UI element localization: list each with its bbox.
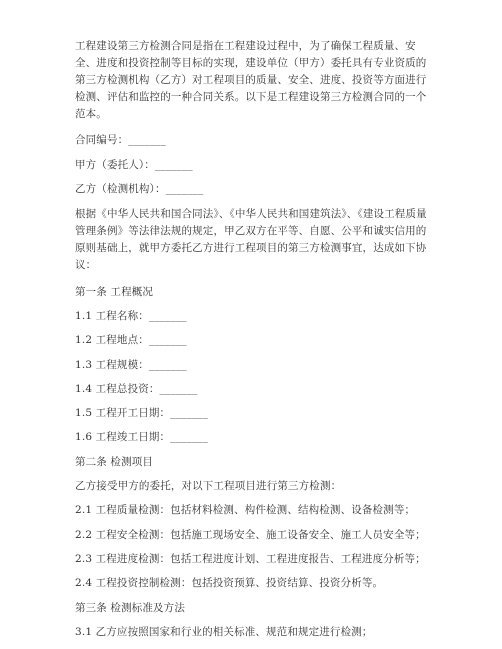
basis-paragraph: 根据《中华人民共和国合同法》、《中华人民共和国建筑法》、《建设工程质量管理条例》等法律法规的规定，甲乙双方在平等、自愿、公平和诚实信用的原则基础上，就甲方委托乙方进行工程项目的第三方检测事宜，达成如下协议： bbox=[75, 208, 427, 272]
article-1-item-3: 1.3 工程规模：_______ bbox=[75, 358, 187, 371]
article-2-title: 第二条 检测项目 bbox=[75, 455, 154, 468]
article-1-item-1: 1.1 工程名称：_______ bbox=[75, 309, 187, 322]
article-2-item-4: 2.4 工程投资控制检测：包括投资预算、投资结算、投资分析等。 bbox=[75, 577, 384, 590]
intro-paragraph: 工程建设第三方检测合同是指在工程建设过程中，为了确保工程质量、安全、进度和投资控制等目标的实现，建设单位（甲方）委托具有专业资质的第三方检测机构（乙方）对工程项目的质量、安全、进度、投资等方面进行检测、评估和监控的一种合同关系。以下是工程建设第三方检测合同的一个范本。 bbox=[75, 40, 427, 120]
article-1-item-6: 1.6 工程竣工日期：_______ bbox=[75, 431, 208, 444]
contract-number-line: 合同编号：_______ bbox=[75, 134, 167, 147]
article-3-item-1: 3.1 乙方应按照国家和行业的相关标准、规范和规定进行检测； bbox=[75, 626, 373, 638]
article-1-item-5: 1.5 工程开工日期：_______ bbox=[75, 407, 208, 420]
article-1-item-2: 1.2 工程地点：_______ bbox=[75, 334, 187, 347]
article-1-item-4: 1.4 工程总投资：_______ bbox=[75, 382, 198, 395]
article-2-item-1: 2.1 工程质量检测：包括材料检测、构件检测、结构检测、设备检测等； bbox=[75, 504, 416, 517]
article-2-intro: 乙方接受甲方的委托，对以下工程项目进行第三方检测： bbox=[75, 480, 342, 493]
article-2-item-3: 2.3 工程进度检测：包括工程进度计划、工程进度报告、工程进度分析等； bbox=[75, 553, 426, 566]
article-3-title: 第三条 检测标准及方法 bbox=[75, 601, 185, 614]
party-b-line: 乙方（检测机构）：_______ bbox=[75, 182, 204, 195]
article-1-title: 第一条 工程概况 bbox=[75, 285, 154, 298]
article-2-item-2: 2.2 工程安全检测：包括施工现场安全、施工设备安全、施工人员安全等； bbox=[75, 528, 426, 541]
party-a-line: 甲方（委托人）：_______ bbox=[75, 158, 193, 171]
